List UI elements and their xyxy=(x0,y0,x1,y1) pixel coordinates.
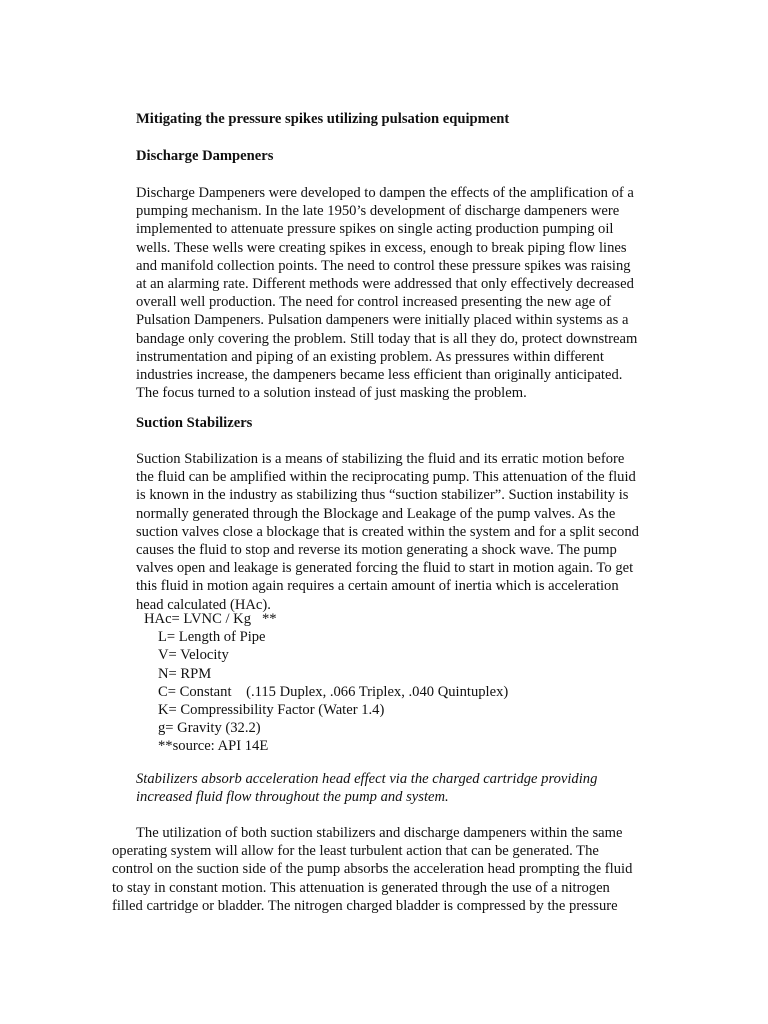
closing-paragraph: The utilization of both suction stabilizers and discharge dampeners within the same operating system will allow for the least turbulent action that can be generated. The control on the suction side of the pump absorbs the acceleration head prompting the fluid to stay in constant motion. This attenuation is generated through the use of a nitrogen filled cartridge or bladder. The nitrogen charged bladder is compressed by the pressure xyxy=(112,825,633,914)
formula-term: V= Velocity xyxy=(158,647,229,664)
formula-term: C= Constant (.115 Duplex, .066 Triplex, .040 Quintuplex) xyxy=(158,683,509,700)
formula-term: K= Compressibility Factor (Water 1.4) xyxy=(158,702,385,719)
suction-stabilizers-paragraph: Suction Stabilization is a means of stabilizing the fluid and its erratic motion before the fluid can be amplified within the reciprocating pump. This attenuation of the fluid is known in the industry as stabilizing thus “suction stabilizer”. Suction instability is normally generated through the Blockage and Leakage of the pump valves. As the suction valves close a blockage that is created within the system and for a split second causes the fluid to stop and reverse its motion generating a shock wave. The pump valves open and leakage is generated forcing the fluid to start in motion again. To get this fluid in motion again requires a certain amount of inertia which is acceleration head calculated (HAc). xyxy=(136,451,639,613)
formula-term: N= RPM xyxy=(158,665,212,682)
document-title: Mitigating the pressure spikes utilizing pulsation equipment xyxy=(136,111,510,127)
section-heading-suction-stabilizers: Suction Stabilizers xyxy=(136,415,253,431)
acceleration-head-formula xyxy=(136,610,656,756)
formula-term: L= Length of Pipe xyxy=(158,629,266,646)
discharge-dampeners-paragraph: Discharge Dampeners were developed to dampen the effects of the amplification of a pumping mechanism. In the late 1950’s development of discharge dampeners were implemented to attenuate pressure spikes on single acting production pumping oil wells. These wells were creating spikes in excess, enough to break piping flow lines and manifold collection points. The need to control these pressure spikes was raising at an alarming rate. Different methods were addressed that only effectively decreased overall well production. The need for control increased presenting the new age of Pulsation Dampeners. Pulsation dampeners were initially placed within systems as a bandage only covering the problem. Still today that is all they do, protect downstream instrumentation and piping of an existing problem. As pressures within different industries increase, the dampeners became less efficient than originally anticipated. The focus turned to a solution instead of just masking the problem. xyxy=(136,185,638,402)
stabilizer-note: Stabilizers absorb acceleration head effect via the charged cartridge providing increased fluid flow throughout the pump and system. xyxy=(136,771,598,806)
formula-equation: HAc= LVNC / Kg ** xyxy=(144,611,277,627)
formula-term: g= Gravity (32.2) xyxy=(158,720,261,737)
section-heading-discharge-dampeners: Discharge Dampeners xyxy=(136,148,274,164)
formula-source: **source: API 14E xyxy=(158,738,269,755)
